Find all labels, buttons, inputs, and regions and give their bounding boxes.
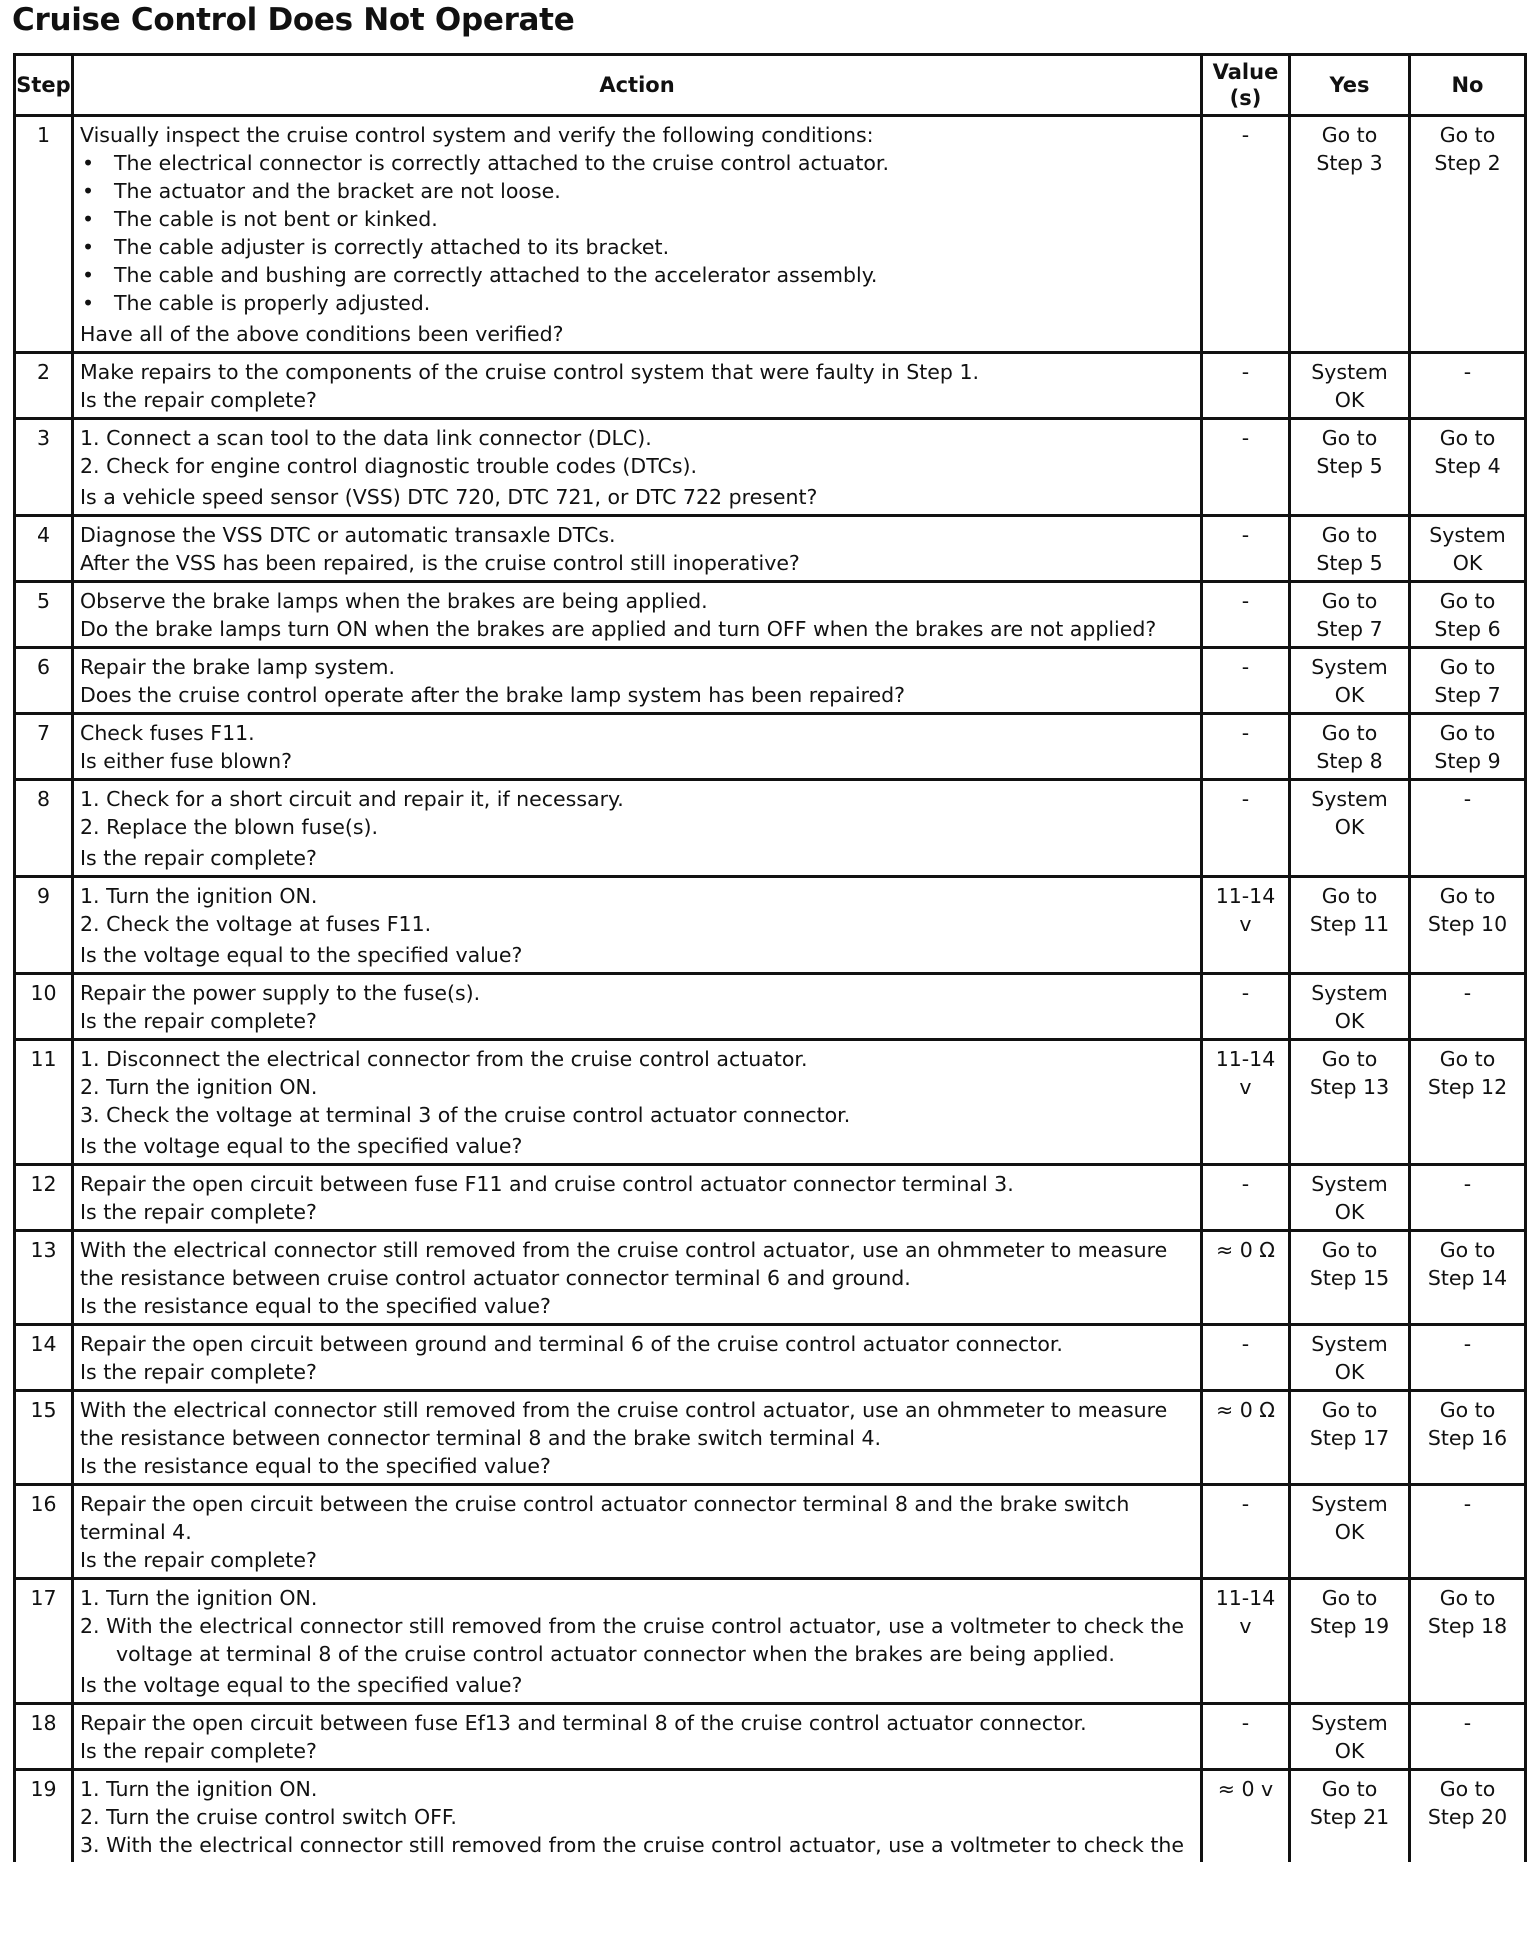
- table-row: [15, 1770, 1526, 1863]
- no-cell: Go to Step 4: [1410, 419, 1526, 516]
- yes-cell: Go to Step 7: [1290, 582, 1410, 648]
- action-line: the resistance between cruise control actuator connector terminal 6 and ground.: [80, 1266, 911, 1290]
- action-cell: [73, 582, 1202, 648]
- procedure-item: 1. Turn the ignition ON.: [80, 1777, 318, 1801]
- table-row: [15, 1485, 1526, 1579]
- header-action: Action: [73, 55, 1202, 116]
- action-intro: Visually inspect the cruise control system and verify the following conditions:: [80, 123, 874, 147]
- value-cell: ≈ 0 v: [1202, 1770, 1290, 1863]
- condition-item: • The cable adjuster is correctly attached to its bracket.: [80, 233, 1194, 261]
- table-row: [15, 1325, 1526, 1391]
- page-title: Cruise Control Does Not Operate: [12, 2, 575, 38]
- step-number: 6: [15, 648, 73, 714]
- action-line: Observe the brake lamps when the brakes are being applied.: [80, 589, 708, 613]
- step-number: 3: [15, 419, 73, 516]
- action-cell: [73, 714, 1202, 780]
- value-cell: 11-14 v: [1202, 877, 1290, 974]
- procedure-item: 2. Turn the cruise control switch OFF.: [80, 1805, 457, 1829]
- procedure-item: 2. Replace the blown fuse(s).: [80, 815, 379, 839]
- no-cell: Go to Step 9: [1410, 714, 1526, 780]
- yes-cell: System OK: [1290, 1485, 1410, 1579]
- action-line: Is the repair complete?: [80, 1739, 317, 1763]
- action-question: Have all of the above conditions been verified?: [80, 322, 564, 346]
- table-row: [15, 1391, 1526, 1485]
- table-row: [15, 419, 1526, 516]
- action-line: terminal 4.: [80, 1520, 192, 1544]
- table-row: [15, 582, 1526, 648]
- condition-item: • The cable is properly adjusted.: [80, 289, 1194, 317]
- action-line: Is the repair complete?: [80, 1548, 317, 1572]
- yes-cell: Go to Step 11: [1290, 877, 1410, 974]
- value-cell: -: [1202, 419, 1290, 516]
- step-number: 2: [15, 353, 73, 419]
- action-cell: [73, 1770, 1202, 1863]
- no-cell: Go to Step 2: [1410, 116, 1526, 353]
- step-number: 7: [15, 714, 73, 780]
- table-row: [15, 780, 1526, 877]
- table-row: [15, 1231, 1526, 1325]
- action-line: Does the cruise control operate after the brake lamp system has been repaired?: [80, 683, 906, 707]
- table-row: [15, 353, 1526, 419]
- action-cell: [73, 1040, 1202, 1165]
- action-question: Is the voltage equal to the specified value?: [80, 1134, 523, 1158]
- no-cell: Go to Step 12: [1410, 1040, 1526, 1165]
- yes-cell: System OK: [1290, 780, 1410, 877]
- header-no: No: [1410, 55, 1526, 116]
- action-line: Repair the open circuit between fuse F11 and cruise control actuator connector terminal 3.: [80, 1172, 1014, 1196]
- action-cell: [73, 1485, 1202, 1579]
- action-line: With the electrical connector still removed from the cruise control actuator, use an ohmmeter to measure: [80, 1238, 1168, 1262]
- table-row: [15, 1579, 1526, 1704]
- action-line: Repair the open circuit between fuse Ef13 and terminal 8 of the cruise control actuator connector.: [80, 1711, 1087, 1735]
- header-row: [15, 55, 1526, 116]
- action-line: Is either fuse blown?: [80, 749, 293, 773]
- step-number: 4: [15, 516, 73, 582]
- action-line: Is the repair complete?: [80, 1360, 317, 1384]
- table-row: [15, 648, 1526, 714]
- yes-cell: Go to Step 8: [1290, 714, 1410, 780]
- action-line: Make repairs to the components of the cruise control system that were faulty in Step 1.: [80, 360, 980, 384]
- action-line: Repair the open circuit between the cruise control actuator connector terminal 8 and the brake switch: [80, 1492, 1130, 1516]
- yes-cell: System OK: [1290, 1165, 1410, 1231]
- action-cell: [73, 780, 1202, 877]
- table-row: [15, 516, 1526, 582]
- yes-cell: Go to Step 17: [1290, 1391, 1410, 1485]
- action-line: Diagnose the VSS DTC or automatic transaxle DTCs.: [80, 523, 616, 547]
- step-number: 10: [15, 974, 73, 1040]
- action-cell: [73, 116, 1202, 353]
- action-cell: [73, 648, 1202, 714]
- no-cell: -: [1410, 353, 1526, 419]
- value-cell: -: [1202, 516, 1290, 582]
- table-row: [15, 974, 1526, 1040]
- value-cell: -: [1202, 1485, 1290, 1579]
- table-body: [15, 116, 1526, 1863]
- procedure-item: 1. Disconnect the electrical connector from the cruise control actuator.: [80, 1047, 808, 1071]
- action-question: Is the voltage equal to the specified value?: [80, 1673, 523, 1697]
- yes-cell: System OK: [1290, 648, 1410, 714]
- table-row: [15, 1165, 1526, 1231]
- table-row: [15, 116, 1526, 353]
- no-cell: Go to Step 16: [1410, 1391, 1526, 1485]
- action-cell: [73, 353, 1202, 419]
- value-cell: 11-14 v: [1202, 1040, 1290, 1165]
- action-cell: [73, 419, 1202, 516]
- value-cell: -: [1202, 714, 1290, 780]
- table-row: [15, 877, 1526, 974]
- action-line: Is the repair complete?: [80, 1200, 317, 1224]
- action-line: Repair the brake lamp system.: [80, 655, 395, 679]
- value-cell: -: [1202, 974, 1290, 1040]
- yes-cell: System OK: [1290, 974, 1410, 1040]
- yes-cell: System OK: [1290, 1325, 1410, 1391]
- step-number: 9: [15, 877, 73, 974]
- action-cell: [73, 974, 1202, 1040]
- value-cell: ≈ 0 Ω: [1202, 1231, 1290, 1325]
- step-number: 15: [15, 1391, 73, 1485]
- no-cell: -: [1410, 974, 1526, 1040]
- procedure-item: 3. Check the voltage at terminal 3 of the cruise control actuator connector.: [80, 1103, 851, 1127]
- yes-cell: Go to Step 15: [1290, 1231, 1410, 1325]
- action-cell: [73, 516, 1202, 582]
- no-cell: -: [1410, 780, 1526, 877]
- no-cell: System OK: [1410, 516, 1526, 582]
- action-line: Is the resistance equal to the specified value?: [80, 1454, 551, 1478]
- step-number: 14: [15, 1325, 73, 1391]
- step-number: 8: [15, 780, 73, 877]
- action-line: Do the brake lamps turn ON when the brakes are applied and turn OFF when the brakes are not applied?: [80, 617, 1157, 641]
- no-cell: Go to Step 20: [1410, 1770, 1526, 1863]
- action-cell: [73, 1391, 1202, 1485]
- value-cell: -: [1202, 582, 1290, 648]
- no-cell: -: [1410, 1165, 1526, 1231]
- value-cell: -: [1202, 353, 1290, 419]
- action-cell: [73, 1579, 1202, 1704]
- procedure-item: 2. Turn the ignition ON.: [80, 1075, 318, 1099]
- condition-item: • The cable and bushing are correctly attached to the accelerator assembly.: [80, 261, 1194, 289]
- step-number: 19: [15, 1770, 73, 1863]
- no-cell: Go to Step 6: [1410, 582, 1526, 648]
- yes-cell: Go to Step 21: [1290, 1770, 1410, 1863]
- yes-cell: System OK: [1290, 1704, 1410, 1770]
- procedure-item: 2. Check for engine control diagnostic trouble codes (DTCs).: [80, 454, 698, 478]
- procedure-item: 2. With the electrical connector still removed from the cruise control actuator, use a voltmeter to check the voltage at terminal 8 of the cruise control actuator connector when the brakes are being applied.: [80, 1614, 1184, 1666]
- procedure-item: 1. Connect a scan tool to the data link connector (DLC).: [80, 426, 652, 450]
- header-step: Step: [15, 55, 73, 116]
- value-cell: -: [1202, 780, 1290, 877]
- action-line: With the electrical connector still removed from the cruise control actuator, use an ohmmeter to measure: [80, 1398, 1168, 1422]
- step-number: 1: [15, 116, 73, 353]
- yes-cell: Go to Step 5: [1290, 419, 1410, 516]
- action-cell: [73, 1325, 1202, 1391]
- table-row: [15, 1040, 1526, 1165]
- action-line: the resistance between connector terminal 8 and the brake switch terminal 4.: [80, 1426, 882, 1450]
- condition-item: • The electrical connector is correctly attached to the cruise control actuator.: [80, 149, 1194, 177]
- step-number: 11: [15, 1040, 73, 1165]
- step-number: 12: [15, 1165, 73, 1231]
- value-cell: ≈ 0 Ω: [1202, 1391, 1290, 1485]
- procedure-item: 2. Check the voltage at fuses F11.: [80, 912, 432, 936]
- value-cell: -: [1202, 648, 1290, 714]
- no-cell: Go to Step 18: [1410, 1579, 1526, 1704]
- step-number: 13: [15, 1231, 73, 1325]
- value-cell: 11-14 v: [1202, 1579, 1290, 1704]
- action-question: Is the repair complete?: [80, 846, 317, 870]
- value-cell: -: [1202, 116, 1290, 353]
- action-line: Is the resistance equal to the specified value?: [80, 1294, 551, 1318]
- procedure-item: 1. Turn the ignition ON.: [80, 1586, 318, 1610]
- header-value: Value (s): [1202, 55, 1290, 116]
- action-line: After the VSS has been repaired, is the cruise control still inoperative?: [80, 551, 800, 575]
- no-cell: -: [1410, 1485, 1526, 1579]
- diagnostic-table: [13, 53, 1527, 1862]
- action-cell: [73, 1165, 1202, 1231]
- header-yes: Yes: [1290, 55, 1410, 116]
- yes-cell: Go to Step 13: [1290, 1040, 1410, 1165]
- yes-cell: System OK: [1290, 353, 1410, 419]
- yes-cell: Go to Step 5: [1290, 516, 1410, 582]
- action-line: Repair the power supply to the fuse(s).: [80, 981, 481, 1005]
- no-cell: -: [1410, 1704, 1526, 1770]
- step-number: 16: [15, 1485, 73, 1579]
- no-cell: Go to Step 7: [1410, 648, 1526, 714]
- procedure-item: 1. Check for a short circuit and repair it, if necessary.: [80, 787, 624, 811]
- step-number: 17: [15, 1579, 73, 1704]
- table-row: [15, 714, 1526, 780]
- no-cell: Go to Step 14: [1410, 1231, 1526, 1325]
- condition-item: • The actuator and the bracket are not loose.: [80, 177, 1194, 205]
- procedure-item: 3. With the electrical connector still removed from the cruise control actuator, use a voltmeter to check the: [80, 1833, 1184, 1857]
- no-cell: Go to Step 10: [1410, 877, 1526, 974]
- value-cell: -: [1202, 1165, 1290, 1231]
- procedure-item: 1. Turn the ignition ON.: [80, 884, 318, 908]
- action-line: Repair the open circuit between ground and terminal 6 of the cruise control actuator connector.: [80, 1332, 1063, 1356]
- no-cell: -: [1410, 1325, 1526, 1391]
- yes-cell: Go to Step 19: [1290, 1579, 1410, 1704]
- condition-item: • The cable is not bent or kinked.: [80, 205, 1194, 233]
- action-line: Is the repair complete?: [80, 1009, 317, 1033]
- action-question: Is a vehicle speed sensor (VSS) DTC 720, DTC 721, or DTC 722 present?: [80, 485, 818, 509]
- action-line: Is the repair complete?: [80, 388, 317, 412]
- action-cell: [73, 877, 1202, 974]
- value-cell: -: [1202, 1325, 1290, 1391]
- step-number: 18: [15, 1704, 73, 1770]
- table-row: [15, 1704, 1526, 1770]
- yes-cell: Go to Step 3: [1290, 116, 1410, 353]
- action-cell: [73, 1704, 1202, 1770]
- step-number: 5: [15, 582, 73, 648]
- value-cell: -: [1202, 1704, 1290, 1770]
- action-question: Is the voltage equal to the specified value?: [80, 943, 523, 967]
- action-cell: [73, 1231, 1202, 1325]
- action-line: Check fuses F11.: [80, 721, 255, 745]
